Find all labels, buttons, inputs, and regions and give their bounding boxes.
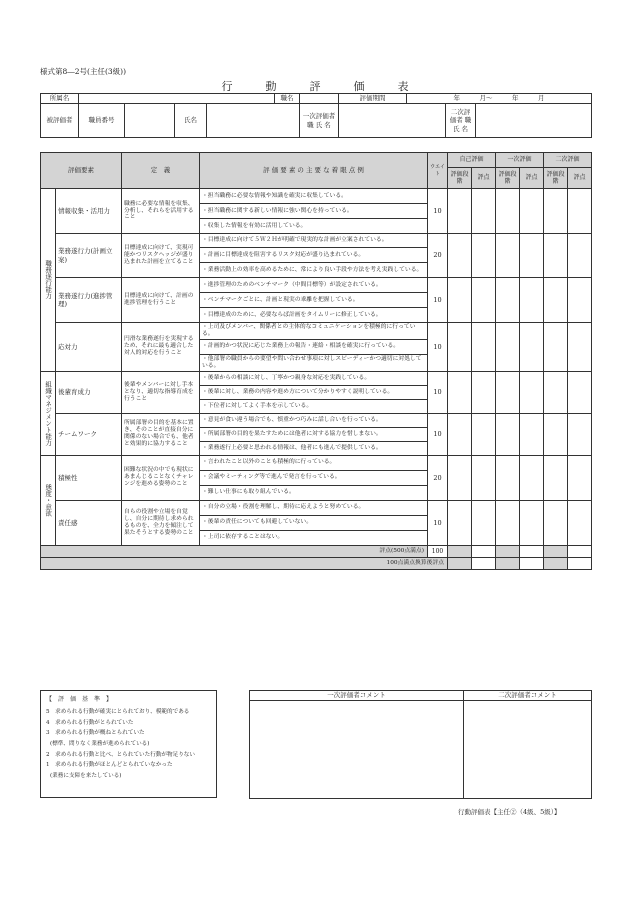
score-cell[interactable] — [568, 323, 592, 372]
stage-cell[interactable] — [544, 323, 568, 372]
point-text: ・難しい仕事にも取り組んでいる。 — [200, 485, 428, 500]
group-label-text: 態度・意欲 — [44, 484, 53, 517]
col-second: 二次評価 — [544, 153, 592, 168]
stage-cell[interactable] — [544, 189, 568, 234]
score-cell[interactable] — [520, 413, 544, 455]
converted-label: 100点満点換算後評点 — [41, 557, 448, 569]
element-weight: 10 — [428, 500, 448, 545]
total-second-score[interactable] — [568, 545, 592, 557]
criteria-line: (標準、問りなく業務が進められている) — [50, 740, 150, 747]
point-text: ・業務活動上の効率を高めるために、常により良い手段や方法を考え実践している。 — [200, 263, 428, 278]
score-cell[interactable] — [520, 455, 544, 500]
point-text: ・計画に目標達成を阻害するリスク対応が盛り込まれている。 — [200, 248, 428, 263]
point-text: ・計画的かつ状況に応じた業務上の報告・連絡・相談を確実に行っている。 — [200, 339, 428, 354]
col-weight: ウエイト — [428, 153, 448, 189]
stage-cell[interactable] — [448, 413, 472, 455]
col-definition: 定 義 — [122, 153, 200, 189]
first-eval-label: 一次評価者 職 氏 名 — [300, 104, 339, 138]
score-cell[interactable] — [520, 323, 544, 372]
stage-cell[interactable] — [496, 500, 520, 545]
point-text: ・ベンチマークごとに、計画と現実の乖離を把握している。 — [200, 293, 428, 308]
kikan-value[interactable]: 年 月～ 年 月 — [407, 94, 592, 104]
element-definition: 所属部署の目的を基本に置き、そのことが直接自分に関係のない場合でも、他者と効果的に協力すること — [122, 413, 200, 455]
element-weight: 10 — [428, 278, 448, 323]
shokumei-value[interactable] — [300, 94, 339, 104]
criteria-box — [40, 690, 217, 798]
conv-self-score[interactable] — [472, 557, 496, 569]
group-label — [41, 371, 56, 455]
element-weight: 20 — [428, 455, 448, 500]
conv-first-stage — [496, 557, 520, 569]
evaluation-table — [40, 152, 592, 570]
second-eval-label: 二次評価者 職 氏 名 — [446, 104, 476, 138]
criteria-line: (業務に支障を来たしている) — [50, 772, 122, 779]
eval-row — [41, 413, 592, 427]
point-text: ・下位者に対してよく手本を示している。 — [200, 399, 428, 413]
eval-row — [41, 189, 592, 204]
point-text: ・目標達成に向けて５Ｗ２Ｈが明確で現実的な計画が立案されている。 — [200, 234, 428, 248]
point-text: ・会議やミーティング等で進んで発言を行っている。 — [200, 470, 428, 485]
col-first-stage: 評価段階 — [496, 168, 520, 189]
shokuin-label: 職員番号 — [79, 104, 125, 138]
criteria-line: 2 求められる行動と比べ、とられていた行動が物足りない — [46, 751, 195, 758]
score-cell[interactable] — [472, 323, 496, 372]
element-name: 業務遂行力(進捗管理) — [56, 278, 122, 323]
criteria-line: 1 求められる行動がほとんどとられていなかった — [46, 762, 173, 769]
point-text: ・上司及びメンバー、関係者との主体的なコミュニケーションを積極的に行っている。 — [200, 323, 428, 340]
element-name: 後輩育成力 — [56, 371, 122, 413]
stage-cell[interactable] — [448, 278, 472, 323]
eval-row — [41, 371, 592, 385]
total-first-stage — [496, 545, 520, 557]
group-label-text: 組織マネジメント能力 — [44, 380, 53, 446]
stage-cell[interactable] — [544, 234, 568, 278]
score-cell[interactable] — [520, 278, 544, 323]
score-cell[interactable] — [568, 234, 592, 278]
criteria-lines — [46, 707, 211, 781]
score-cell[interactable] — [568, 189, 592, 234]
stage-cell[interactable] — [496, 371, 520, 413]
eval-row — [41, 278, 592, 293]
eval-row — [41, 500, 592, 515]
element-definition: 後輩やメンバーに対し手本となり、適切な指導育成を行うこと — [122, 371, 200, 413]
conv-self-stage — [448, 557, 472, 569]
point-text: ・進捗管理のためのベンチマーク（中間目標等）が設定されている。 — [200, 278, 428, 293]
header-table — [40, 93, 592, 138]
criteria-title: 【 評 価 基 準 】 — [46, 696, 113, 703]
col-second-stage: 評価段階 — [544, 168, 568, 189]
element-weight: 10 — [428, 189, 448, 234]
shozoku-value[interactable] — [79, 94, 275, 104]
score-cell[interactable] — [568, 278, 592, 323]
col-self: 自己評価 — [448, 153, 496, 168]
stage-cell[interactable] — [544, 413, 568, 455]
score-cell[interactable] — [568, 371, 592, 413]
point-text: ・業務遂行上必要と思われる情報は、他者にも進んで提供している。 — [200, 441, 428, 455]
col-second-score: 評点 — [568, 168, 592, 189]
stage-cell[interactable] — [448, 371, 472, 413]
stage-cell[interactable] — [448, 500, 472, 545]
total-first-score[interactable] — [520, 545, 544, 557]
element-definition: 職務に必要な情報を収集、分析し、それらを活用すること — [122, 189, 200, 234]
footer-label: 行動評価表【主任②（4級、5級）】 — [458, 808, 561, 816]
stage-cell[interactable] — [496, 189, 520, 234]
stage-cell[interactable] — [544, 500, 568, 545]
point-text: ・他部署の職員からの要望や問い合わせ事項に対しスピーディーかつ適切に対処している。 — [200, 354, 428, 371]
point-text: ・上司に依存することはない。 — [200, 530, 428, 545]
page-title: 行 動 評 価 表 — [221, 80, 409, 93]
element-weight: 10 — [428, 413, 448, 455]
total-label: 評点(500点満点) — [41, 545, 428, 557]
kikan-label: 評価期間 — [339, 94, 407, 104]
point-text: ・所属部署の目的を果たすためには他者に対する協力を惜しまない。 — [200, 427, 428, 441]
stage-cell[interactable] — [496, 323, 520, 372]
element-definition: 目標達成に向けて、実現可能かつリスクヘッジが盛り込まれた計画を立てること — [122, 234, 200, 278]
score-cell[interactable] — [568, 500, 592, 545]
point-text: ・後輩からの相談に対し、丁寧かつ親身な対応を実践している。 — [200, 371, 428, 385]
stage-cell[interactable] — [496, 234, 520, 278]
element-name: 業務遂行力(計画立案) — [56, 234, 122, 278]
score-cell[interactable] — [472, 413, 496, 455]
shokumei-label: 職名 — [275, 94, 300, 104]
total-max: 100 — [428, 545, 448, 557]
criteria-line: 4 求められる行動がとられていた — [46, 719, 134, 726]
col-first-score: 評点 — [520, 168, 544, 189]
col-first: 一次評価 — [496, 153, 544, 168]
stage-cell[interactable] — [496, 455, 520, 500]
stage-cell[interactable] — [448, 455, 472, 500]
element-name: 応対力 — [56, 323, 122, 372]
total-self-score[interactable] — [472, 545, 496, 557]
element-definition: 円滑な業務遂行を実現するため、それに最も適合した対人的対応を行うこと — [122, 323, 200, 372]
score-cell[interactable] — [568, 413, 592, 455]
score-cell[interactable] — [568, 455, 592, 500]
element-name: 責任感 — [56, 500, 122, 545]
point-text: ・収集した情報を有効に活用している。 — [200, 219, 428, 234]
stage-cell[interactable] — [544, 455, 568, 500]
score-cell[interactable] — [472, 189, 496, 234]
point-text: ・担当職務に関する新しい情報に強い関心を持っている。 — [200, 204, 428, 219]
first-eval-value[interactable] — [339, 104, 446, 138]
element-name: 情報収集・活用力 — [56, 189, 122, 234]
stage-cell[interactable] — [544, 278, 568, 323]
conv-first-score[interactable] — [520, 557, 544, 569]
col-points: 評 価 要 素 の 主 要 な 着 眼 点 例 — [200, 153, 428, 189]
eval-row — [41, 323, 592, 340]
score-cell[interactable] — [520, 189, 544, 234]
element-definition: 自らの役割や立場を自覚し、自分に期待し求められるものを、全力を傾注して果たそうとする姿勢のこと — [122, 500, 200, 545]
eval-row — [41, 234, 592, 248]
element-weight: 10 — [428, 371, 448, 413]
score-cell[interactable] — [472, 500, 496, 545]
stage-cell[interactable] — [448, 234, 472, 278]
comments-table — [249, 690, 592, 799]
point-text: ・言われたこと以外のことも積極的に行っている。 — [200, 455, 428, 470]
point-text: ・後輩に対し、業務の内容や進め方について分かりやすく説明している。 — [200, 385, 428, 399]
shimei-value[interactable] — [207, 104, 300, 138]
score-cell[interactable] — [472, 455, 496, 500]
shozoku-label: 所属名 — [41, 94, 79, 104]
criteria-line: 3 求められる行動が概ねとられていた — [46, 730, 145, 737]
element-definition: 困難な状況の中でも現状にあまんじることなくチャレンジを進める姿勢のこと — [122, 455, 200, 500]
hihyoka-label: 被評価者 — [41, 104, 79, 138]
point-text: ・担当職務に必要な情報や知識を確実に収集している。 — [200, 189, 428, 204]
col-self-score: 評点 — [472, 168, 496, 189]
score-cell[interactable] — [520, 500, 544, 545]
score-cell[interactable] — [472, 371, 496, 413]
col-element: 評価要素 — [41, 153, 122, 189]
second-comment-area[interactable] — [464, 701, 592, 799]
second-comment-label: 二次評価者コメント — [464, 691, 592, 701]
conv-second-stage — [544, 557, 568, 569]
form-code: 様式第8―2号(主任(3級)) — [40, 67, 127, 76]
group-label — [41, 455, 56, 545]
conv-second-score[interactable] — [568, 557, 592, 569]
stage-cell[interactable] — [544, 371, 568, 413]
score-cell[interactable] — [520, 234, 544, 278]
element-name: チームワーク — [56, 413, 122, 455]
total-self-stage — [448, 545, 472, 557]
score-cell[interactable] — [472, 234, 496, 278]
score-cell[interactable] — [520, 371, 544, 413]
stage-cell[interactable] — [448, 189, 472, 234]
first-comment-label: 一次評価者コメント — [250, 691, 464, 701]
shokuin-value[interactable] — [125, 104, 175, 138]
score-cell[interactable] — [472, 278, 496, 323]
group-label — [41, 189, 56, 372]
group-label-text: 職務遂行能力 — [44, 260, 53, 300]
element-name: 積極性 — [56, 455, 122, 500]
stage-cell[interactable] — [496, 413, 520, 455]
element-weight: 10 — [428, 323, 448, 372]
criteria-line: 5 求められる行動が確実にとられており、模範的である — [46, 709, 190, 715]
total-second-stage — [544, 545, 568, 557]
point-text: ・後輩の責任についても回避していない。 — [200, 515, 428, 530]
point-text: ・意見が食い違う場合でも、慎重かつ巧みに話し合いを行っている。 — [200, 413, 428, 427]
element-weight: 20 — [428, 234, 448, 278]
element-definition: 目標達成に向けて、計画の進捗管理を行うこと — [122, 278, 200, 323]
eval-row — [41, 455, 592, 470]
stage-cell[interactable] — [448, 323, 472, 372]
point-text: ・自分の立場・役割を理解し、期待に応えようと努めている。 — [200, 500, 428, 515]
second-eval-value[interactable] — [476, 104, 592, 138]
shimei-label: 氏名 — [175, 104, 207, 138]
point-text: ・目標達成のために、必要ならば計画をタイムリーに修正している。 — [200, 308, 428, 323]
col-self-stage: 評価段階 — [448, 168, 472, 189]
first-comment-area[interactable] — [250, 701, 464, 799]
stage-cell[interactable] — [496, 278, 520, 323]
